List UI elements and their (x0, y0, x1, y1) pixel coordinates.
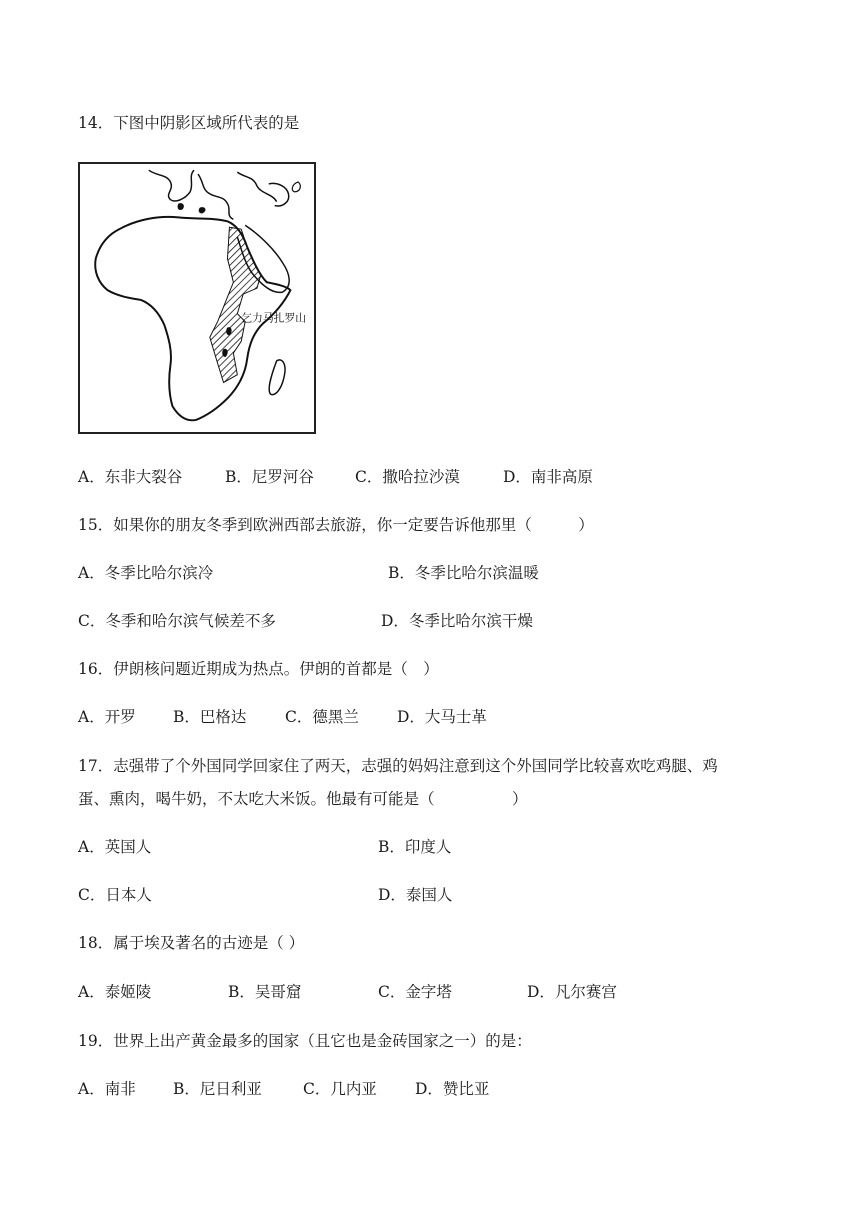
q18-option-a[interactable]: A．泰姬陵 (78, 983, 152, 1001)
q19-option-a[interactable]: A．南非 (78, 1080, 136, 1098)
q17-option-c[interactable]: C．日本人 (78, 886, 152, 904)
q19-option-d[interactable]: D．赞比亚 (415, 1080, 490, 1098)
q18-option-d[interactable]: D．凡尔赛宫 (527, 983, 617, 1001)
question-19-stem: 19．世界上出产黄金最多的国家（且它也是金砖国家之一）的是： (78, 1032, 532, 1050)
q18-option-b[interactable]: B．吴哥窟 (228, 983, 302, 1001)
q18-option-c[interactable]: C．金字塔 (378, 983, 452, 1001)
question-18-stem: 18．属于埃及著名的古迹是（ ） (78, 934, 305, 952)
q16-option-a[interactable]: A．开罗 (78, 708, 136, 726)
q15-option-a[interactable]: A．冬季比哈尔滨冷 (78, 564, 214, 582)
q17-option-b[interactable]: B．印度人 (378, 838, 452, 856)
q17-option-a[interactable]: A．英国人 (78, 838, 152, 856)
q14-option-d[interactable]: D．南非高原 (503, 468, 593, 486)
question-15-stem: 15．如果你的朋友冬季到欧洲西部去旅游，你一定要告诉他那里（ ） (78, 516, 594, 534)
q19-option-c[interactable]: C．几内亚 (303, 1080, 377, 1098)
q14-option-a[interactable]: A．东非大裂谷 (78, 468, 183, 486)
question-17-stem-line2: 蛋、熏肉，喝牛奶，不太吃大米饭。他最有可能是（ ） (78, 790, 528, 808)
q15-option-c[interactable]: C．冬季和哈尔滨气候差不多 (78, 612, 276, 630)
q16-option-c[interactable]: C．德黑兰 (285, 708, 359, 726)
question-14-stem: 14．下图中阴影区域所代表的是 (78, 114, 300, 132)
q16-option-d[interactable]: D．大马士革 (397, 708, 487, 726)
q15-option-b[interactable]: B．冬季比哈尔滨温暖 (388, 564, 539, 582)
kilimanjaro-label: 乞力马扎罗山 (241, 311, 307, 325)
q16-option-b[interactable]: B．巴格达 (173, 708, 247, 726)
q15-option-d[interactable]: D．冬季比哈尔滨干燥 (381, 612, 533, 630)
q17-option-d[interactable]: D．泰国人 (378, 886, 453, 904)
q14-option-c[interactable]: C．撒哈拉沙漠 (355, 468, 460, 486)
question-17-stem-line1: 17．志强带了个外国同学回家住了两天，志强的妈妈注意到这个外国同学比较喜欢吃鸡腿、鸡 (78, 757, 718, 775)
africa-map (78, 162, 316, 434)
q14-option-b[interactable]: B．尼罗河谷 (225, 468, 314, 486)
q19-option-b[interactable]: B．尼日利亚 (173, 1080, 262, 1098)
question-16-stem: 16．伊朗核问题近期成为热点。伊朗的首都是（ ） (78, 660, 439, 678)
